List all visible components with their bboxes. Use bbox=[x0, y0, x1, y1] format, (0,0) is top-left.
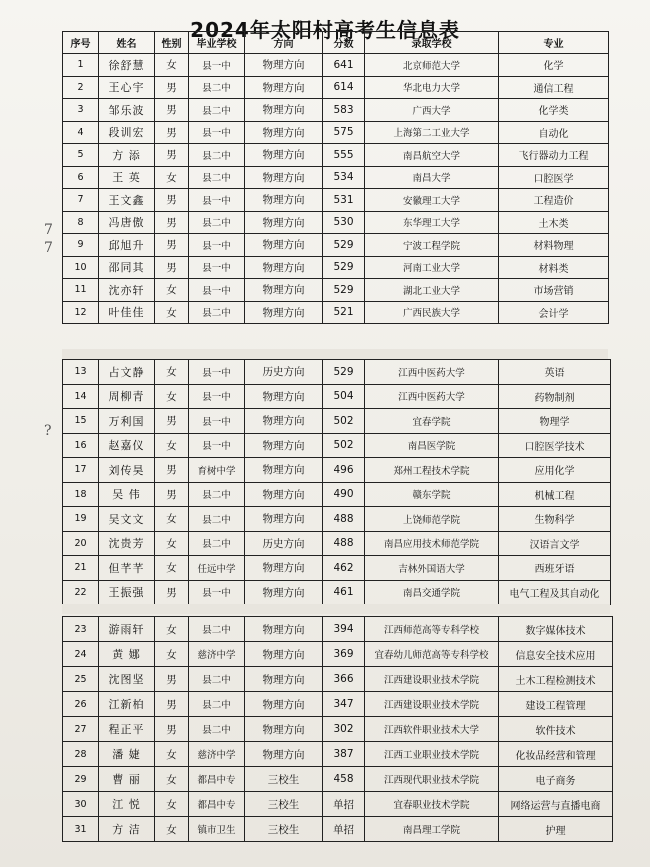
admit-school-cell: 江西工业职业技术学院 bbox=[365, 742, 499, 767]
track-cell: 历史方向 bbox=[245, 531, 323, 556]
gender-cell: 男 bbox=[155, 717, 189, 742]
school-cell: 县二中 bbox=[189, 667, 245, 692]
gender-cell: 男 bbox=[155, 121, 189, 144]
name-cell: 占文静 bbox=[99, 360, 155, 385]
score-cell: 488 bbox=[323, 507, 365, 532]
seq-cell: 1 bbox=[63, 54, 99, 77]
name-cell: 叶佳佳 bbox=[99, 301, 155, 324]
score-cell: 366 bbox=[323, 667, 365, 692]
school-cell: 县二中 bbox=[189, 717, 245, 742]
name-cell: 程正平 bbox=[99, 717, 155, 742]
gender-cell: 女 bbox=[155, 817, 189, 842]
school-cell: 县二中 bbox=[189, 76, 245, 99]
gender-cell: 男 bbox=[155, 482, 189, 507]
name-cell: 江 悦 bbox=[99, 792, 155, 817]
table-row bbox=[63, 531, 611, 556]
score-cell: 490 bbox=[323, 482, 365, 507]
seq-cell: 27 bbox=[63, 717, 99, 742]
major-cell: 英语 bbox=[499, 360, 611, 385]
score-cell: 462 bbox=[323, 556, 365, 581]
gender-cell: 男 bbox=[155, 99, 189, 122]
gender-cell: 女 bbox=[155, 742, 189, 767]
table-row bbox=[63, 717, 613, 742]
seq-cell: 30 bbox=[63, 792, 99, 817]
gender-cell: 女 bbox=[155, 301, 189, 324]
admit-school-cell: 东华理工大学 bbox=[365, 211, 499, 234]
major-cell: 电子商务 bbox=[499, 767, 613, 792]
score-cell: 555 bbox=[323, 144, 365, 167]
name-cell: 江新柏 bbox=[99, 692, 155, 717]
table-row bbox=[63, 189, 609, 212]
school-cell: 育树中学 bbox=[189, 458, 245, 483]
seq-cell: 8 bbox=[63, 211, 99, 234]
seq-cell: 5 bbox=[63, 144, 99, 167]
major-cell: 市场营销 bbox=[499, 279, 609, 302]
seq-cell: 10 bbox=[63, 256, 99, 279]
track-cell: 三校生 bbox=[245, 767, 323, 792]
gender-cell: 男 bbox=[155, 189, 189, 212]
name-cell: 冯唐傲 bbox=[99, 211, 155, 234]
gender-cell: 女 bbox=[155, 279, 189, 302]
major-cell: 口腔医学技术 bbox=[499, 433, 611, 458]
school-cell: 都昌中专 bbox=[189, 767, 245, 792]
student-table-section-3 bbox=[62, 616, 613, 842]
section-gap bbox=[62, 349, 608, 359]
school-cell: 县一中 bbox=[189, 121, 245, 144]
handwritten-mark: ? bbox=[44, 423, 52, 439]
school-cell: 县一中 bbox=[189, 360, 245, 385]
name-cell: 段训宏 bbox=[99, 121, 155, 144]
gender-cell: 女 bbox=[155, 507, 189, 532]
gender-cell: 女 bbox=[155, 642, 189, 667]
name-cell: 沈图坚 bbox=[99, 667, 155, 692]
admit-school-cell: 南昌应用技术师范学院 bbox=[365, 531, 499, 556]
track-cell: 物理方向 bbox=[245, 234, 323, 257]
score-cell: 583 bbox=[323, 99, 365, 122]
score-cell: 530 bbox=[323, 211, 365, 234]
major-cell: 网络运营与直播电商 bbox=[499, 792, 613, 817]
school-cell: 县二中 bbox=[189, 99, 245, 122]
admit-school-cell: 江西中医药大学 bbox=[365, 384, 499, 409]
school-cell: 县二中 bbox=[189, 211, 245, 234]
major-cell: 数字媒体技术 bbox=[499, 617, 613, 642]
score-cell: 461 bbox=[323, 580, 365, 605]
major-cell: 自动化 bbox=[499, 121, 609, 144]
admit-school-cell: 吉林外国语大学 bbox=[365, 556, 499, 581]
gender-cell: 男 bbox=[155, 234, 189, 257]
major-cell: 药物制剂 bbox=[499, 384, 611, 409]
table-row bbox=[63, 99, 609, 122]
seq-cell: 3 bbox=[63, 99, 99, 122]
score-cell: 369 bbox=[323, 642, 365, 667]
gender-cell: 女 bbox=[155, 54, 189, 77]
score-cell: 387 bbox=[323, 742, 365, 767]
major-cell: 汉语言文学 bbox=[499, 531, 611, 556]
table-row bbox=[63, 556, 611, 581]
major-cell: 机械工程 bbox=[499, 482, 611, 507]
school-cell: 县一中 bbox=[189, 54, 245, 77]
name-cell: 潘 婕 bbox=[99, 742, 155, 767]
score-cell: 529 bbox=[323, 360, 365, 385]
major-cell: 材料物理 bbox=[499, 234, 609, 257]
gender-cell: 女 bbox=[155, 792, 189, 817]
gender-cell: 女 bbox=[155, 384, 189, 409]
seq-cell: 18 bbox=[63, 482, 99, 507]
major-cell: 生物科学 bbox=[499, 507, 611, 532]
name-cell: 王心宇 bbox=[99, 76, 155, 99]
school-cell: 县一中 bbox=[189, 279, 245, 302]
seq-cell: 20 bbox=[63, 531, 99, 556]
track-cell: 三校生 bbox=[245, 817, 323, 842]
name-cell: 曹 丽 bbox=[99, 767, 155, 792]
admit-school-cell: 北京师范大学 bbox=[365, 54, 499, 77]
gender-cell: 男 bbox=[155, 458, 189, 483]
track-cell: 物理方向 bbox=[245, 482, 323, 507]
school-cell: 县二中 bbox=[189, 617, 245, 642]
school-cell: 任远中学 bbox=[189, 556, 245, 581]
school-cell: 县一中 bbox=[189, 409, 245, 434]
admit-school-cell: 南昌航空大学 bbox=[365, 144, 499, 167]
name-cell: 赵嘉仪 bbox=[99, 433, 155, 458]
admit-school-cell: 江西建设职业技术学院 bbox=[365, 692, 499, 717]
major-cell: 材料类 bbox=[499, 256, 609, 279]
school-cell: 县二中 bbox=[189, 692, 245, 717]
score-cell: 529 bbox=[323, 234, 365, 257]
table-row bbox=[63, 482, 611, 507]
major-cell: 工程造价 bbox=[499, 189, 609, 212]
seq-cell: 26 bbox=[63, 692, 99, 717]
gender-cell: 女 bbox=[155, 767, 189, 792]
admit-school-cell: 广西大学 bbox=[365, 99, 499, 122]
name-cell: 邱旭升 bbox=[99, 234, 155, 257]
score-cell: 394 bbox=[323, 617, 365, 642]
track-cell: 物理方向 bbox=[245, 189, 323, 212]
student-table-section-1 bbox=[62, 31, 609, 324]
seq-cell: 11 bbox=[63, 279, 99, 302]
gender-cell: 女 bbox=[155, 433, 189, 458]
school-cell: 慈济中学 bbox=[189, 642, 245, 667]
major-cell: 物理学 bbox=[499, 409, 611, 434]
gender-cell: 女 bbox=[155, 360, 189, 385]
table-row bbox=[63, 817, 613, 842]
seq-cell: 6 bbox=[63, 166, 99, 189]
score-cell: 529 bbox=[323, 279, 365, 302]
school-cell: 县一中 bbox=[189, 189, 245, 212]
seq-cell: 12 bbox=[63, 301, 99, 324]
score-cell: 502 bbox=[323, 433, 365, 458]
name-cell: 吴文文 bbox=[99, 507, 155, 532]
track-cell: 物理方向 bbox=[245, 256, 323, 279]
seq-cell: 29 bbox=[63, 767, 99, 792]
score-cell: 534 bbox=[323, 166, 365, 189]
admit-school-cell: 南昌理工学院 bbox=[365, 817, 499, 842]
score-header: 分数 bbox=[323, 32, 365, 54]
score-cell: 614 bbox=[323, 76, 365, 99]
major-cell: 通信工程 bbox=[499, 76, 609, 99]
track-cell: 物理方向 bbox=[245, 433, 323, 458]
major-header: 专业 bbox=[499, 32, 609, 54]
name-cell: 黄 娜 bbox=[99, 642, 155, 667]
seq-cell: 17 bbox=[63, 458, 99, 483]
seq-cell: 13 bbox=[63, 360, 99, 385]
seq-cell: 25 bbox=[63, 667, 99, 692]
score-cell: 488 bbox=[323, 531, 365, 556]
school-cell: 县一中 bbox=[189, 433, 245, 458]
section-gap bbox=[62, 604, 610, 614]
seq-cell: 2 bbox=[63, 76, 99, 99]
table-row bbox=[63, 642, 613, 667]
track-cell: 物理方向 bbox=[245, 458, 323, 483]
table-row bbox=[63, 767, 613, 792]
admit-school-header: 录取学校 bbox=[365, 32, 499, 54]
admit-school-cell: 江西软件职业技术大学 bbox=[365, 717, 499, 742]
seq-cell: 22 bbox=[63, 580, 99, 605]
school-cell: 县二中 bbox=[189, 482, 245, 507]
major-cell: 信息安全技术应用 bbox=[499, 642, 613, 667]
table-row bbox=[63, 458, 611, 483]
gender-cell: 男 bbox=[155, 211, 189, 234]
table-row bbox=[63, 580, 611, 605]
admit-school-cell: 安徽理工大学 bbox=[365, 189, 499, 212]
gender-cell: 女 bbox=[155, 531, 189, 556]
name-cell: 徐舒慧 bbox=[99, 54, 155, 77]
admit-school-cell: 赣东学院 bbox=[365, 482, 499, 507]
admit-school-cell: 江西建设职业技术学院 bbox=[365, 667, 499, 692]
table-row bbox=[63, 301, 609, 324]
admit-school-cell: 江西中医药大学 bbox=[365, 360, 499, 385]
school-cell: 县二中 bbox=[189, 531, 245, 556]
seq-cell: 15 bbox=[63, 409, 99, 434]
school-header: 毕业学校 bbox=[189, 32, 245, 54]
score-cell: 531 bbox=[323, 189, 365, 212]
admit-school-cell: 华北电力大学 bbox=[365, 76, 499, 99]
school-cell: 都昌中专 bbox=[189, 792, 245, 817]
table-row bbox=[63, 144, 609, 167]
admit-school-cell: 郑州工程技术学院 bbox=[365, 458, 499, 483]
table-row bbox=[63, 211, 609, 234]
gender-cell: 男 bbox=[155, 256, 189, 279]
name-cell: 游雨轩 bbox=[99, 617, 155, 642]
seq-cell: 14 bbox=[63, 384, 99, 409]
major-cell: 土木类 bbox=[499, 211, 609, 234]
table-row bbox=[63, 692, 613, 717]
score-cell: 496 bbox=[323, 458, 365, 483]
gender-cell: 男 bbox=[155, 144, 189, 167]
table-row bbox=[63, 234, 609, 257]
gender-cell: 男 bbox=[155, 409, 189, 434]
name-cell: 邹乐波 bbox=[99, 99, 155, 122]
track-cell: 历史方向 bbox=[245, 360, 323, 385]
admit-school-cell: 宁波工程学院 bbox=[365, 234, 499, 257]
admit-school-cell: 宜春幼儿师范高等专科学校 bbox=[365, 642, 499, 667]
major-cell: 化学 bbox=[499, 54, 609, 77]
admit-school-cell: 湖北工业大学 bbox=[365, 279, 499, 302]
table-row bbox=[63, 121, 609, 144]
admit-school-cell: 南昌大学 bbox=[365, 166, 499, 189]
school-cell: 县一中 bbox=[189, 384, 245, 409]
seq-cell: 28 bbox=[63, 742, 99, 767]
table-row bbox=[63, 54, 609, 77]
table-row bbox=[63, 76, 609, 99]
track-cell: 物理方向 bbox=[245, 279, 323, 302]
table-row bbox=[63, 507, 611, 532]
track-cell: 物理方向 bbox=[245, 409, 323, 434]
table-row bbox=[63, 279, 609, 302]
track-cell: 物理方向 bbox=[245, 692, 323, 717]
score-cell: 504 bbox=[323, 384, 365, 409]
score-cell: 575 bbox=[323, 121, 365, 144]
table-row bbox=[63, 617, 613, 642]
table-row bbox=[63, 256, 609, 279]
name-cell: 王 英 bbox=[99, 166, 155, 189]
score-cell: 641 bbox=[323, 54, 365, 77]
admit-school-cell: 上海第二工业大学 bbox=[365, 121, 499, 144]
admit-school-cell: 南昌医学院 bbox=[365, 433, 499, 458]
major-cell: 电气工程及其自动化 bbox=[499, 580, 611, 605]
score-cell: 529 bbox=[323, 256, 365, 279]
table-row bbox=[63, 433, 611, 458]
name-cell: 王文鑫 bbox=[99, 189, 155, 212]
seq-cell: 31 bbox=[63, 817, 99, 842]
track-cell: 物理方向 bbox=[245, 667, 323, 692]
name-cell: 方 添 bbox=[99, 144, 155, 167]
score-cell: 502 bbox=[323, 409, 365, 434]
major-cell: 化学类 bbox=[499, 99, 609, 122]
gender-header: 性别 bbox=[155, 32, 189, 54]
name-cell: 邵同其 bbox=[99, 256, 155, 279]
seq-cell: 24 bbox=[63, 642, 99, 667]
seq-cell: 19 bbox=[63, 507, 99, 532]
school-cell: 镇市卫生 bbox=[189, 817, 245, 842]
handwritten-mark: 7 bbox=[44, 240, 53, 256]
track-cell: 物理方向 bbox=[245, 384, 323, 409]
track-cell: 物理方向 bbox=[245, 617, 323, 642]
track-cell: 物理方向 bbox=[245, 580, 323, 605]
table-row bbox=[63, 667, 613, 692]
gender-cell: 女 bbox=[155, 166, 189, 189]
admit-school-cell: 上饶师范学院 bbox=[365, 507, 499, 532]
admit-school-cell: 江西师范高等专科学校 bbox=[365, 617, 499, 642]
name-cell: 王振强 bbox=[99, 580, 155, 605]
track-cell: 物理方向 bbox=[245, 166, 323, 189]
table-row bbox=[63, 792, 613, 817]
admit-school-cell: 江西现代职业技术学院 bbox=[365, 767, 499, 792]
major-cell: 土木工程检测技术 bbox=[499, 667, 613, 692]
score-cell: 单招 bbox=[323, 817, 365, 842]
student-table-section-2 bbox=[62, 359, 611, 605]
table-row bbox=[63, 742, 613, 767]
major-cell: 会计学 bbox=[499, 301, 609, 324]
track-cell: 物理方向 bbox=[245, 642, 323, 667]
track-cell: 三校生 bbox=[245, 792, 323, 817]
track-cell: 物理方向 bbox=[245, 99, 323, 122]
name-cell: 周柳青 bbox=[99, 384, 155, 409]
school-cell: 县一中 bbox=[189, 256, 245, 279]
table-row bbox=[63, 360, 611, 385]
seq-cell: 23 bbox=[63, 617, 99, 642]
seq-cell: 7 bbox=[63, 189, 99, 212]
name-cell: 沈亦轩 bbox=[99, 279, 155, 302]
table-row bbox=[63, 384, 611, 409]
track-cell: 物理方向 bbox=[245, 211, 323, 234]
major-cell: 应用化学 bbox=[499, 458, 611, 483]
seq-cell: 9 bbox=[63, 234, 99, 257]
school-cell: 县二中 bbox=[189, 166, 245, 189]
school-cell: 县一中 bbox=[189, 234, 245, 257]
table-row bbox=[63, 166, 609, 189]
track-cell: 物理方向 bbox=[245, 54, 323, 77]
track-cell: 物理方向 bbox=[245, 301, 323, 324]
major-cell: 护理 bbox=[499, 817, 613, 842]
major-cell: 飞行器动力工程 bbox=[499, 144, 609, 167]
major-cell: 化妆品经营和管理 bbox=[499, 742, 613, 767]
gender-cell: 男 bbox=[155, 76, 189, 99]
track-cell: 物理方向 bbox=[245, 507, 323, 532]
table-row bbox=[63, 409, 611, 434]
admit-school-cell: 河南工业大学 bbox=[365, 256, 499, 279]
track-cell: 物理方向 bbox=[245, 144, 323, 167]
school-cell: 县二中 bbox=[189, 301, 245, 324]
gender-cell: 男 bbox=[155, 580, 189, 605]
name-cell: 刘传昊 bbox=[99, 458, 155, 483]
gender-cell: 女 bbox=[155, 556, 189, 581]
name-cell: 万利国 bbox=[99, 409, 155, 434]
admit-school-cell: 宜春职业技术学院 bbox=[365, 792, 499, 817]
track-cell: 物理方向 bbox=[245, 556, 323, 581]
major-cell: 口腔医学 bbox=[499, 166, 609, 189]
seq-cell: 21 bbox=[63, 556, 99, 581]
name-header: 姓名 bbox=[99, 32, 155, 54]
track-cell: 物理方向 bbox=[245, 121, 323, 144]
score-cell: 521 bbox=[323, 301, 365, 324]
admit-school-cell: 南昌交通学院 bbox=[365, 580, 499, 605]
seq-cell: 4 bbox=[63, 121, 99, 144]
score-cell: 单招 bbox=[323, 792, 365, 817]
gender-cell: 男 bbox=[155, 692, 189, 717]
admit-school-cell: 广西民族大学 bbox=[365, 301, 499, 324]
gender-cell: 男 bbox=[155, 667, 189, 692]
gender-cell: 女 bbox=[155, 617, 189, 642]
seq-cell: 16 bbox=[63, 433, 99, 458]
track-header: 方向 bbox=[245, 32, 323, 54]
name-cell: 沈贵芳 bbox=[99, 531, 155, 556]
major-cell: 西班牙语 bbox=[499, 556, 611, 581]
seq-header: 序号 bbox=[63, 32, 99, 54]
name-cell: 但芊芊 bbox=[99, 556, 155, 581]
name-cell: 吴 伟 bbox=[99, 482, 155, 507]
name-cell: 方 洁 bbox=[99, 817, 155, 842]
score-cell: 458 bbox=[323, 767, 365, 792]
school-cell: 慈济中学 bbox=[189, 742, 245, 767]
page-title: 2024年太阳村高考生信息表 bbox=[190, 18, 460, 42]
score-cell: 302 bbox=[323, 717, 365, 742]
school-cell: 县二中 bbox=[189, 507, 245, 532]
school-cell: 县二中 bbox=[189, 144, 245, 167]
track-cell: 物理方向 bbox=[245, 742, 323, 767]
track-cell: 物理方向 bbox=[245, 76, 323, 99]
admit-school-cell: 宜春学院 bbox=[365, 409, 499, 434]
school-cell: 县一中 bbox=[189, 580, 245, 605]
major-cell: 建设工程管理 bbox=[499, 692, 613, 717]
major-cell: 软件技术 bbox=[499, 717, 613, 742]
handwritten-mark: 7 bbox=[44, 222, 53, 238]
track-cell: 物理方向 bbox=[245, 717, 323, 742]
score-cell: 347 bbox=[323, 692, 365, 717]
